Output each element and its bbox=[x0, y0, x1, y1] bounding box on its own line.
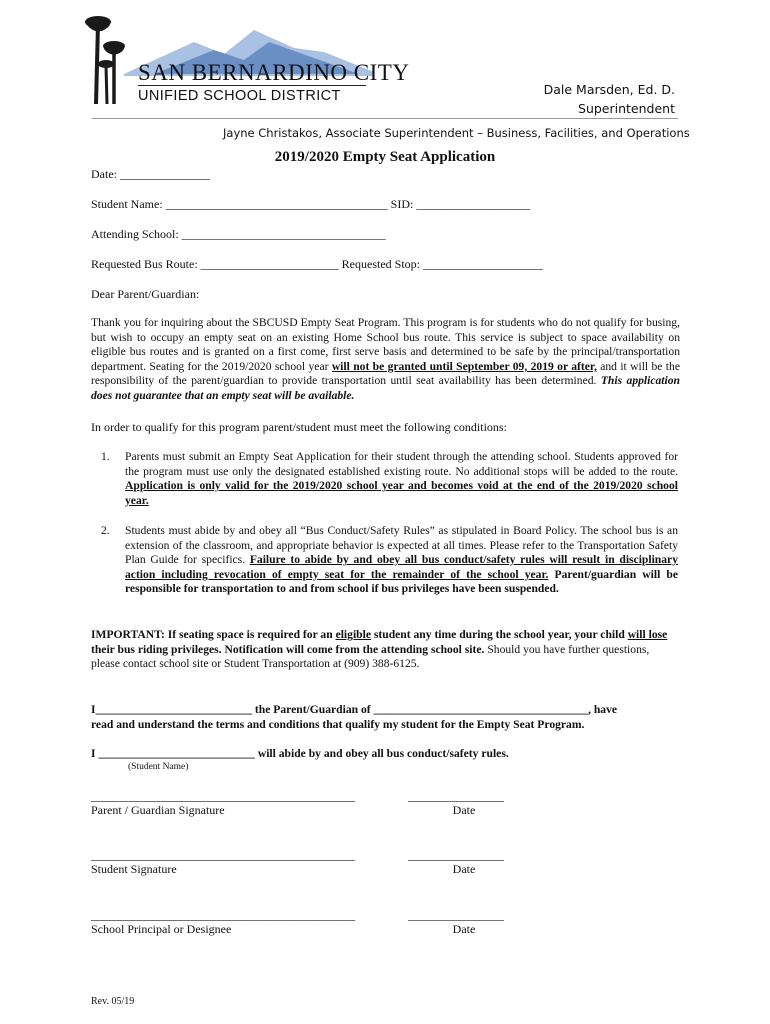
acknowledgement-line-3[interactable]: I ___________________________ will abide by and obey all bus conduct/safety rules. bbox=[91, 747, 509, 760]
superintendent-block bbox=[544, 80, 675, 118]
logo-district-subtitle: UNIFIED SCHOOL DISTRICT bbox=[138, 88, 341, 104]
list-item-number: 1. bbox=[101, 450, 110, 463]
acknowledgement-line-1[interactable]: I___________________________ the Parent/Guardian of _____________________________________, have bbox=[91, 703, 618, 716]
page-title: 2019/2020 Empty Seat Application bbox=[274, 149, 496, 165]
header-divider bbox=[92, 118, 678, 119]
bus-route-field[interactable]: Requested Bus Route: _______________________ Requested Stop: ____________________ bbox=[91, 257, 543, 271]
logo-divider bbox=[138, 85, 366, 86]
principal-date-label: Date bbox=[452, 922, 476, 936]
list-item-body bbox=[125, 450, 678, 508]
important-eligible: eligible bbox=[335, 628, 371, 641]
principal-signature-label: School Principal or Designee bbox=[91, 922, 232, 936]
superintendent-title: Superintendent bbox=[578, 101, 675, 116]
condition-text: Parents must submit an Empty Seat Application for their student through the attending school. Students approved for the program must use only the designated established existing route. No additional stops will be added to the route. bbox=[125, 450, 678, 478]
intro-paragraph bbox=[91, 316, 680, 404]
student-date-line[interactable]: ________________ bbox=[408, 848, 504, 862]
important-notice bbox=[91, 628, 680, 672]
student-name-field[interactable]: Student Name: _____________________________________ SID: ___________________ bbox=[91, 197, 531, 211]
intro-grant-date: will not be granted until September 09, 2019 or after, bbox=[331, 359, 597, 373]
salutation: Dear Parent/Guardian: bbox=[91, 287, 200, 301]
attending-school-field[interactable]: Attending School: __________________________________ bbox=[91, 227, 386, 241]
acknowledgement-line-2: read and understand the terms and conditions that qualify my student for the Empty Seat Program. bbox=[91, 718, 585, 731]
parent-date-line[interactable]: ________________ bbox=[408, 789, 504, 803]
parent-signature-label: Parent / Guardian Signature bbox=[91, 803, 225, 817]
parent-signature-line[interactable]: ____________________________________________ bbox=[91, 789, 355, 803]
district-logo bbox=[84, 12, 410, 104]
student-name-caption: (Student Name) bbox=[128, 762, 189, 772]
superintendent-name: Dale Marsden, Ed. D. bbox=[543, 82, 675, 97]
student-date-label: Date bbox=[452, 862, 476, 876]
condition-emphasis: Application is only valid for the 2019/2020 school year and becomes void at the end of the 2019/2020 school year. bbox=[125, 479, 678, 507]
principal-date-line[interactable]: ________________ bbox=[408, 908, 504, 922]
principal-signature-line[interactable]: ____________________________________________ bbox=[91, 908, 355, 922]
important-will-lose: will lose bbox=[627, 628, 668, 641]
parent-date-label: Date bbox=[452, 803, 476, 817]
student-signature-label: Student Signature bbox=[91, 862, 177, 876]
intro-text-1: Thank you for inquiring about the SBCUSD Empty Seat Program. This program is for students who do not qualify for busing, but wish to occupy an empty seat on an existing Home School bus route. This service is subject to space availability on eligible bus routes and is granted on a first come, first serve basis and determined to be safe by the principal/transportation department. Seating for the 2019/2020 school year bbox=[91, 316, 680, 373]
condition-bold: Parent/guardian will be responsible for transportation to and from school if bus privileges have been suspended. bbox=[125, 567, 679, 596]
condition-text: Students must abide by and obey all “Bus Conduct/Safety Rules” as stipulated in Board Policy. The school bus is an extension of the classroom, and appropriate behavior is expected at all times. Please refer to the Transportation Safety Plan Guide for specifics. bbox=[125, 524, 678, 567]
logo-district-name: SAN BERNARDINO CITY bbox=[138, 60, 410, 85]
important-text-d: Should you have further questions, please contact school site or Student Transportation at (909) 388-6125. bbox=[91, 642, 650, 671]
condition-emphasis: Failure to abide by and obey all bus conduct/safety rules will result in disciplinary action including revocation of empty seat for the remainder of the school year. bbox=[125, 553, 678, 581]
important-text-a: IMPORTANT: If seating space is required for an bbox=[91, 628, 336, 641]
revision-footer: Rev. 05/19 bbox=[91, 996, 135, 1007]
student-signature-line[interactable]: ____________________________________________ bbox=[91, 848, 355, 862]
conditions-intro: In order to qualify for this program parent/student must meet the following conditions: bbox=[91, 420, 507, 434]
associate-superintendent: Jayne Christakos, Associate Superintendent – Business, Facilities, and Operations bbox=[223, 126, 690, 140]
intro-disclaimer: This application does not guarantee that an empty seat will be available. bbox=[91, 374, 680, 402]
important-text-c: their bus riding privileges. Notification will come from the attending school site. bbox=[91, 642, 485, 656]
intro-text-2: and it will be the responsibility of the parent/guardian to provide transportation until seat availability has been determined. bbox=[91, 359, 680, 388]
date-field[interactable]: Date: _______________ bbox=[91, 167, 210, 181]
important-text-b: student any time during the school year, your child bbox=[370, 628, 628, 641]
list-item-body bbox=[125, 524, 678, 597]
list-item-number: 2. bbox=[101, 524, 110, 537]
